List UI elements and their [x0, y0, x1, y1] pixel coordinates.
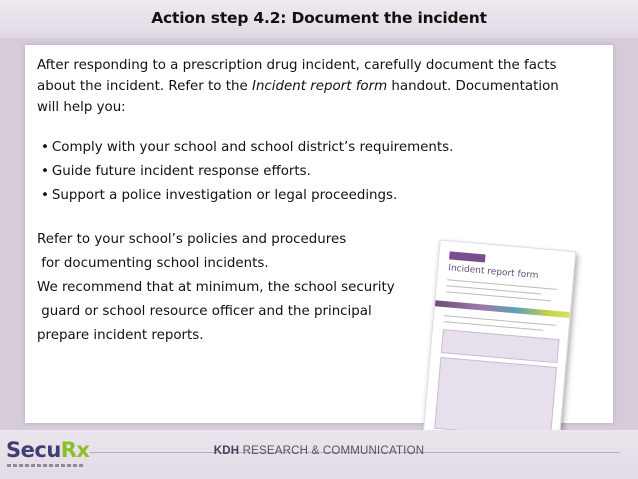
- intro-line-1: After responding to a prescription drug incident, carefully document the facts: [37, 58, 557, 73]
- handout-name: Incident report form: [252, 79, 388, 94]
- recommendation-paragraph: [37, 228, 437, 348]
- bullet-item: [41, 160, 601, 184]
- recommendation-line: Refer to your school’s policies and procedures: [37, 232, 347, 247]
- form-header-strip: [449, 251, 486, 262]
- title-bar: [0, 0, 638, 38]
- form-line: [444, 315, 556, 326]
- bullet-icon: •: [41, 188, 49, 203]
- recommendation-line: prepare incident reports.: [37, 328, 204, 343]
- footer: [0, 430, 638, 479]
- intro-line-3: will help you:: [37, 100, 126, 115]
- bullet-item: [41, 136, 601, 160]
- recommendation-line: We recommend that at minimum, the school security: [37, 280, 395, 295]
- bullet-icon: •: [41, 140, 49, 155]
- form-line: [447, 279, 557, 290]
- intro-line-2-end: handout. Documentation: [387, 79, 559, 94]
- recommendation-line: for documenting school incidents.: [37, 256, 269, 271]
- bullet-icon: •: [41, 164, 49, 179]
- logo-tagline: [7, 464, 83, 467]
- intro-paragraph: [37, 55, 605, 118]
- form-title: Incident report form: [447, 263, 539, 282]
- company-name: KDH RESEARCH & COMMUNICATION: [213, 445, 425, 457]
- bullet-text: Comply with your school and school district’s requirements.: [51, 140, 454, 155]
- recommendation-line: guard or school resource officer and the principal: [37, 304, 372, 319]
- intro-line-2-start: about the incident. Refer to the: [37, 79, 252, 94]
- bullet-text: Support a police investigation or legal proceedings.: [51, 188, 398, 203]
- bullet-item: [41, 184, 601, 208]
- form-box: [434, 357, 557, 439]
- content-panel: [25, 45, 613, 423]
- bullet-text: Guide future incident response efforts.: [51, 164, 311, 179]
- slide-title: Action step 4.2: Document the incident: [151, 9, 487, 27]
- securx-logo: SecuRx: [6, 438, 90, 462]
- bullet-list: [41, 136, 601, 208]
